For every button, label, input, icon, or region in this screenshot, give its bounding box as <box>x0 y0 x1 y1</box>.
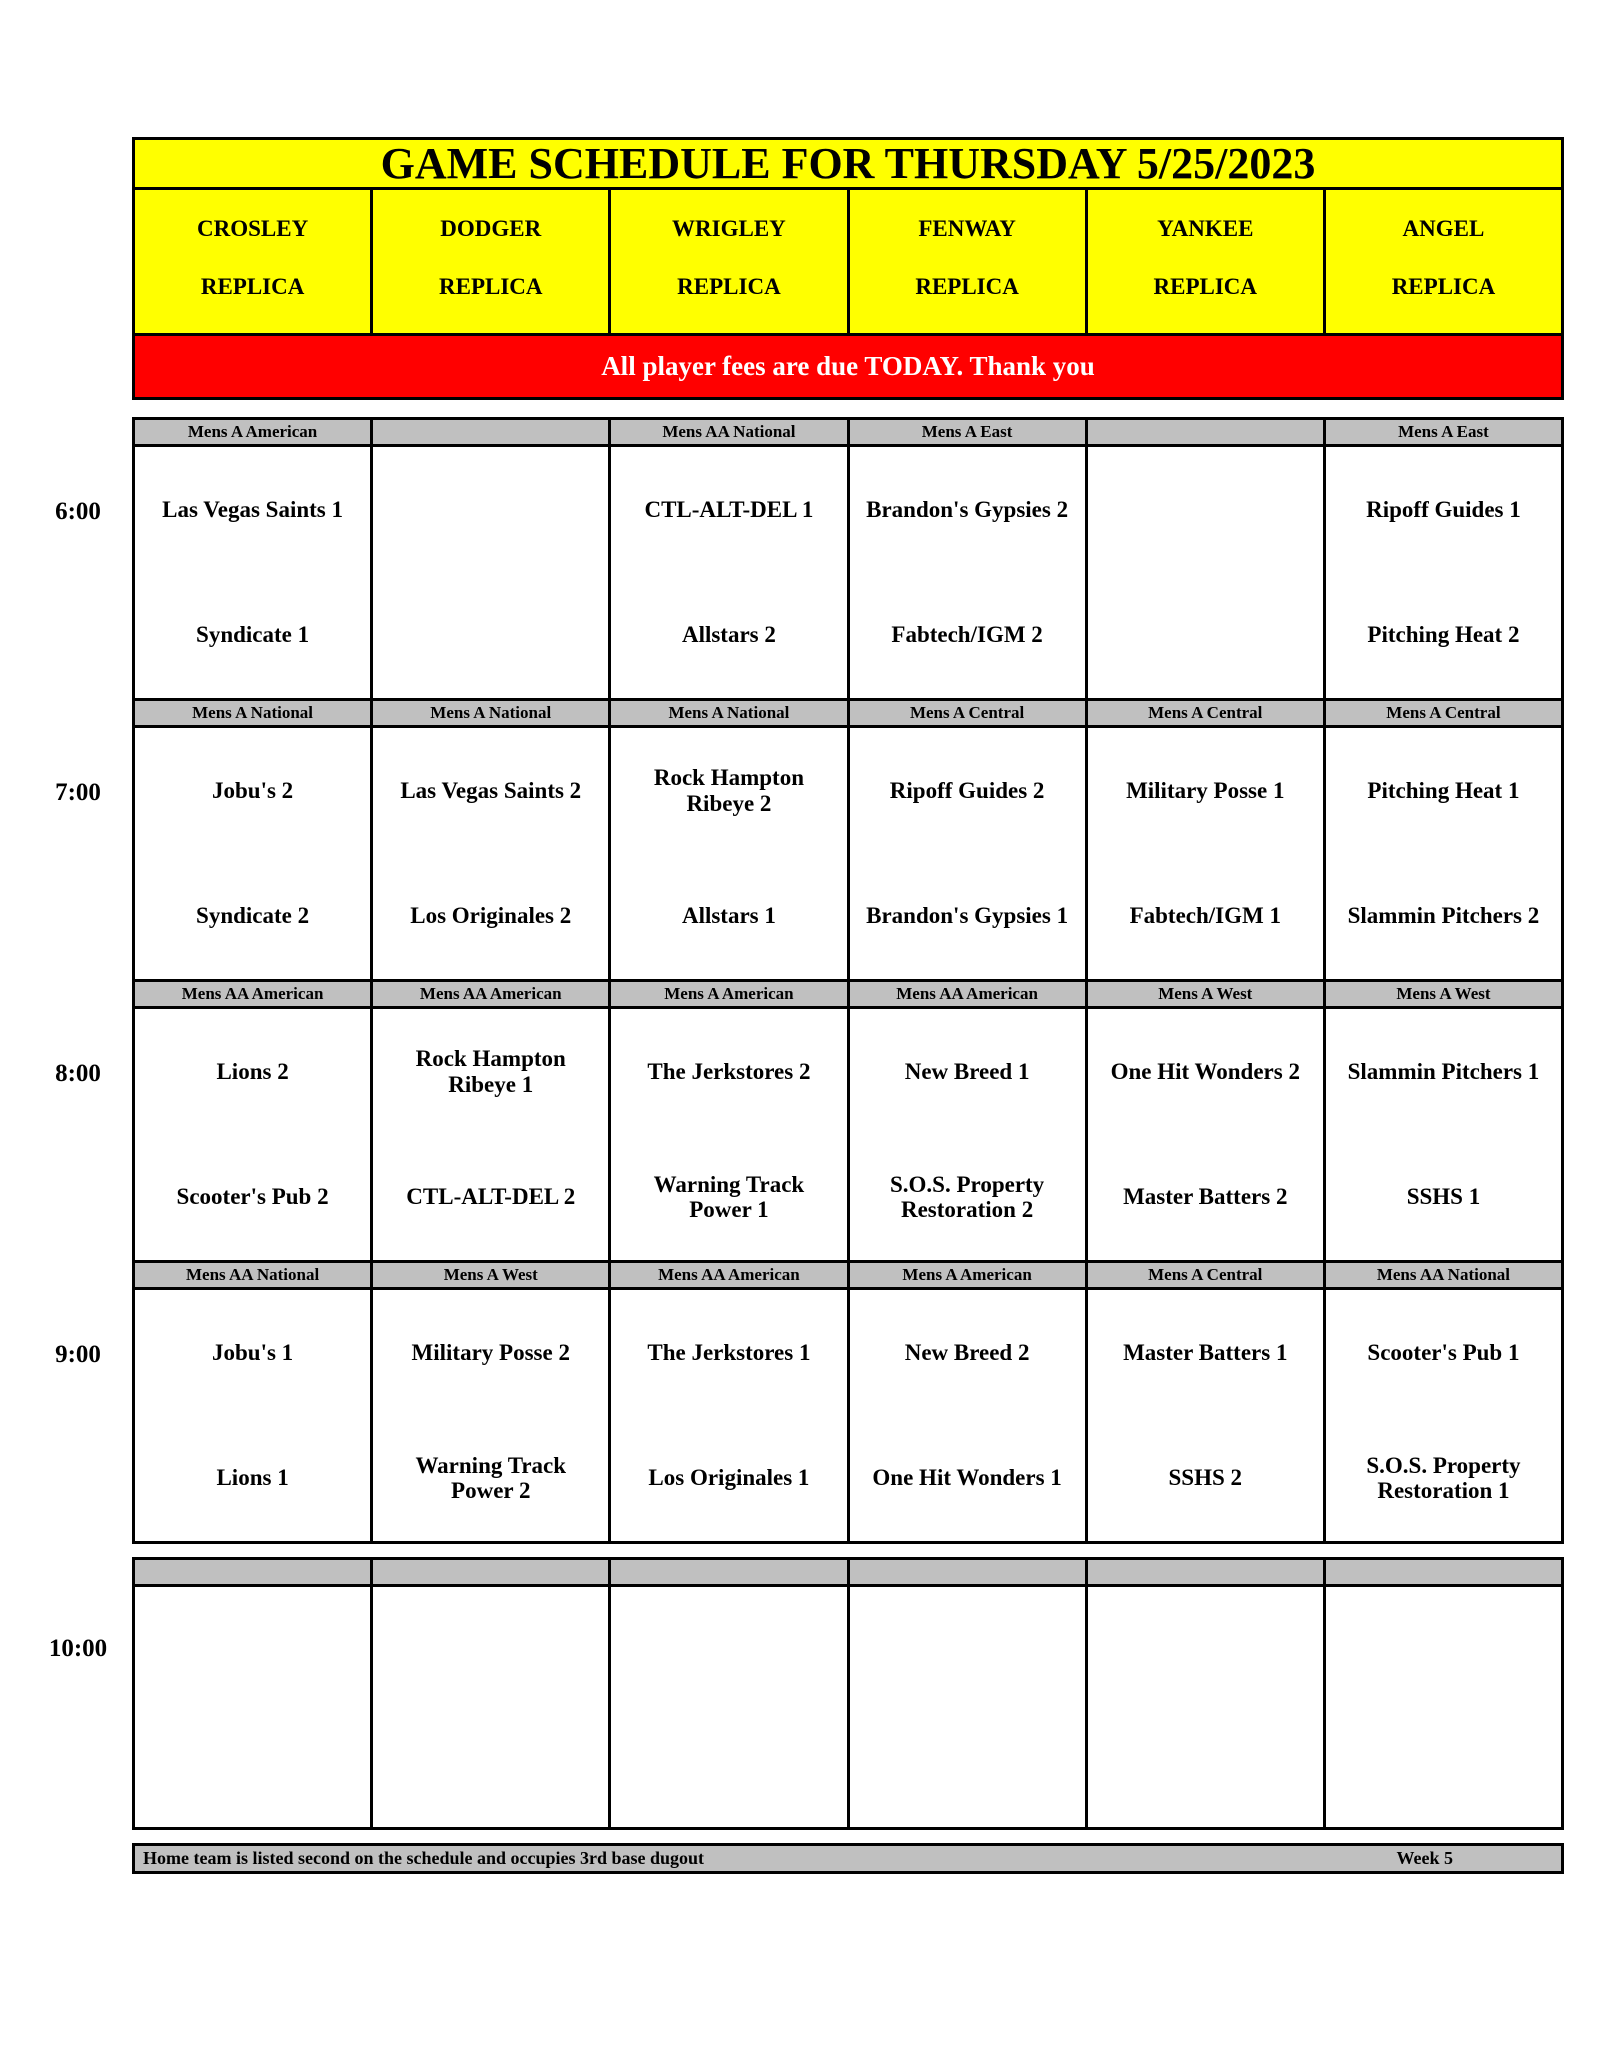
division-700-wrigley: Mens A National <box>611 701 849 725</box>
game-700-dodger <box>373 728 611 979</box>
field-name-crosley: CROSLEY <box>196 215 309 241</box>
game-900-fenway <box>850 1290 1088 1541</box>
fees-notice-banner: All player fees are due TODAY. Thank you <box>135 336 1561 397</box>
game-900-angel <box>1326 1290 1561 1541</box>
game-600-dodger <box>373 447 611 698</box>
field-header-row <box>135 190 1561 336</box>
time-slot-900 <box>55 1260 1564 1544</box>
away-team <box>135 1587 370 1707</box>
games-row-700 <box>55 728 1561 979</box>
game-800-wrigley <box>611 1009 849 1260</box>
division-900-yankee: Mens A Central <box>1088 1263 1326 1287</box>
game-800-yankee <box>1088 1009 1326 1260</box>
home-team: Lions 1 <box>216 1465 289 1491</box>
away-team: New Breed 1 <box>904 1058 1030 1084</box>
home-team: Scooter's Pub 2 <box>176 1184 329 1210</box>
schedule-header-section <box>132 137 1564 400</box>
home-team: One Hit Wonders 1 <box>872 1465 1062 1491</box>
division-row-900 <box>135 1263 1561 1290</box>
home-team: Allstars 2 <box>681 622 776 648</box>
home-team <box>1088 573 1323 699</box>
away-team: One Hit Wonders 2 <box>1110 1058 1300 1084</box>
games-row-1000 <box>48 1587 1561 1827</box>
away-team: Pitching Heat 1 <box>1367 777 1520 803</box>
away-team: Military Posse 1 <box>1126 777 1285 803</box>
game-1000-dodger <box>373 1587 611 1827</box>
field-header-yankee <box>1088 190 1326 333</box>
away-team: New Breed 2 <box>904 1339 1030 1365</box>
games-row-900 <box>55 1290 1561 1541</box>
field-name-wrigley: WRIGLEY <box>672 215 786 241</box>
game-800-crosley <box>135 1009 373 1260</box>
away-team: Lions 2 <box>216 1058 289 1084</box>
field-type-wrigley: REPLICA <box>677 273 781 299</box>
home-team: Los Originales 1 <box>648 1465 810 1491</box>
away-team: Rock Hampton Ribeye 2 <box>653 765 804 816</box>
game-600-wrigley <box>611 447 849 698</box>
away-team: Slammin Pitchers 1 <box>1347 1058 1540 1084</box>
field-header-fenway <box>850 190 1088 333</box>
division-800-fenway: Mens AA American <box>850 982 1088 1006</box>
time-label-700: 7:00 <box>55 779 101 807</box>
division-600-wrigley: Mens AA National <box>611 420 849 444</box>
away-team: Las Vegas Saints 1 <box>162 496 344 522</box>
field-name-yankee: YANKEE <box>1157 215 1254 241</box>
division-1000-fenway <box>850 1560 1088 1584</box>
away-team <box>611 1587 846 1707</box>
division-800-yankee: Mens A West <box>1088 982 1326 1006</box>
home-team: SSHS 1 <box>1406 1184 1481 1210</box>
game-700-fenway <box>850 728 1088 979</box>
away-team <box>850 1587 1085 1707</box>
home-team: Slammin Pitchers 2 <box>1347 903 1540 929</box>
division-row-800 <box>135 982 1561 1009</box>
away-team: The Jerkstores 2 <box>647 1058 811 1084</box>
home-team: Fabtech/IGM 2 <box>891 622 1043 648</box>
field-name-angel: ANGEL <box>1402 215 1485 241</box>
division-800-angel: Mens A West <box>1396 984 1491 1003</box>
time-label-600: 6:00 <box>55 498 101 526</box>
division-700-crosley: Mens A National <box>135 701 373 725</box>
time-slot-1000 <box>48 1557 1564 1830</box>
division-row-700 <box>135 701 1561 728</box>
field-name-dodger: DODGER <box>440 215 542 241</box>
game-900-dodger <box>373 1290 611 1541</box>
division-1000-dodger <box>373 1560 611 1584</box>
away-team: Brandon's Gypsies 2 <box>866 496 1069 522</box>
time-label-900: 9:00 <box>55 1341 101 1369</box>
games-row-600 <box>55 447 1561 698</box>
home-team: Master Batters 2 <box>1123 1184 1288 1210</box>
home-team: S.O.S. Property Restoration 2 <box>890 1171 1045 1223</box>
home-team: Pitching Heat 2 <box>1367 622 1520 648</box>
game-800-dodger <box>373 1009 611 1260</box>
field-type-dodger: REPLICA <box>439 273 543 299</box>
division-600-yankee <box>1088 420 1326 444</box>
home-team: Brandon's Gypsies 1 <box>866 903 1069 929</box>
home-team: S.O.S. Property Restoration 1 <box>1366 1452 1521 1504</box>
division-900-dodger: Mens A West <box>373 1263 611 1287</box>
field-type-yankee: REPLICA <box>1153 273 1258 299</box>
division-900-angel: Mens AA National <box>1376 1265 1511 1284</box>
division-800-dodger: Mens AA American <box>373 982 611 1006</box>
home-team <box>373 1707 608 1827</box>
division-1000-angel <box>1326 1560 1561 1584</box>
time-slot-600 <box>55 417 1564 701</box>
home-team: Syndicate 2 <box>196 903 310 929</box>
division-600-dodger <box>373 420 611 444</box>
field-type-fenway: REPLICA <box>915 273 1019 299</box>
game-1000-angel <box>1326 1587 1561 1827</box>
home-team: SSHS 2 <box>1168 1465 1243 1491</box>
page-title: GAME SCHEDULE FOR THURSDAY 5/25/2023 <box>135 140 1561 190</box>
away-team: Master Batters 1 <box>1123 1339 1288 1365</box>
game-900-yankee <box>1088 1290 1326 1541</box>
division-700-fenway: Mens A Central <box>850 701 1088 725</box>
division-700-dodger: Mens A National <box>373 701 611 725</box>
game-1000-crosley <box>135 1587 373 1827</box>
away-team: Military Posse 2 <box>411 1339 570 1365</box>
division-900-fenway: Mens A American <box>850 1263 1088 1287</box>
division-600-crosley: Mens A American <box>135 420 373 444</box>
away-team <box>1088 1587 1323 1707</box>
away-team: Ripoff Guides 1 <box>1366 496 1521 522</box>
field-type-crosley: REPLICA <box>200 273 305 299</box>
away-team: The Jerkstores 1 <box>647 1339 811 1365</box>
game-600-yankee <box>1088 447 1326 698</box>
home-team-note: Home team is listed second on the schedule and occupies 3rd base dugout <box>143 1848 705 1868</box>
game-700-crosley <box>135 728 373 979</box>
game-1000-fenway <box>850 1587 1088 1827</box>
away-team <box>373 1587 608 1707</box>
schedule-sheet <box>48 137 1564 1874</box>
away-team: Jobu's 1 <box>211 1339 294 1365</box>
game-900-wrigley <box>611 1290 849 1541</box>
division-800-wrigley: Mens A American <box>611 982 849 1006</box>
away-team: CTL-ALT-DEL 1 <box>644 496 814 522</box>
field-header-crosley <box>135 190 373 333</box>
field-header-wrigley <box>611 190 849 333</box>
away-team <box>1088 447 1323 573</box>
game-600-fenway <box>850 447 1088 698</box>
home-team <box>373 573 608 699</box>
time-slot-grid <box>48 417 1564 1830</box>
home-team <box>850 1707 1085 1827</box>
game-1000-yankee <box>1088 1587 1326 1827</box>
field-header-dodger <box>373 190 611 333</box>
division-600-fenway: Mens A East <box>850 420 1088 444</box>
division-row-600 <box>135 420 1561 447</box>
away-team <box>373 447 608 573</box>
division-700-yankee: Mens A Central <box>1088 701 1326 725</box>
game-700-wrigley <box>611 728 849 979</box>
division-800-crosley: Mens AA American <box>135 982 373 1006</box>
away-team <box>1326 1587 1561 1707</box>
game-700-yankee <box>1088 728 1326 979</box>
game-1000-wrigley <box>611 1587 849 1827</box>
home-team: Syndicate 1 <box>196 622 310 648</box>
game-800-fenway <box>850 1009 1088 1260</box>
time-slot-700 <box>55 698 1564 982</box>
game-800-angel <box>1326 1009 1561 1260</box>
home-team: Warning Track Power 2 <box>415 1452 567 1504</box>
time-slot-800 <box>55 979 1564 1263</box>
division-600-angel: Mens A East <box>1398 422 1489 441</box>
home-team <box>1326 1707 1561 1827</box>
home-team: Fabtech/IGM 1 <box>1129 903 1281 929</box>
division-900-wrigley: Mens AA American <box>611 1263 849 1287</box>
away-team: Jobu's 2 <box>211 777 294 803</box>
away-team: Scooter's Pub 1 <box>1367 1339 1520 1365</box>
home-team: Allstars 1 <box>681 903 776 929</box>
time-label-1000: 10:00 <box>48 1635 108 1663</box>
home-team <box>611 1707 846 1827</box>
game-700-angel <box>1326 728 1561 979</box>
home-team <box>135 1707 370 1827</box>
home-team: CTL-ALT-DEL 2 <box>406 1184 576 1210</box>
field-name-fenway: FENWAY <box>918 215 1016 241</box>
home-team: Warning Track Power 1 <box>653 1171 805 1223</box>
division-1000-crosley <box>135 1560 373 1584</box>
game-900-crosley <box>135 1290 373 1541</box>
division-700-angel: Mens A Central <box>1386 703 1501 722</box>
home-team <box>1088 1707 1323 1827</box>
away-team: Las Vegas Saints 2 <box>400 777 582 803</box>
division-1000-wrigley <box>611 1560 849 1584</box>
field-header-angel <box>1326 190 1561 333</box>
division-900-crosley: Mens AA National <box>135 1263 373 1287</box>
game-600-crosley <box>135 447 373 698</box>
division-row-1000 <box>135 1560 1561 1587</box>
away-team: Ripoff Guides 2 <box>889 777 1045 803</box>
footer-bar <box>132 1843 1564 1874</box>
game-600-angel <box>1326 447 1561 698</box>
away-team: Rock Hampton Ribeye 1 <box>415 1046 566 1097</box>
division-1000-yankee <box>1088 1560 1326 1584</box>
time-label-800: 8:00 <box>55 1060 101 1088</box>
home-team: Los Originales 2 <box>410 903 572 929</box>
games-row-800 <box>55 1009 1561 1260</box>
field-type-angel: REPLICA <box>1391 273 1496 299</box>
week-label: Week 5 <box>1396 1848 1453 1868</box>
